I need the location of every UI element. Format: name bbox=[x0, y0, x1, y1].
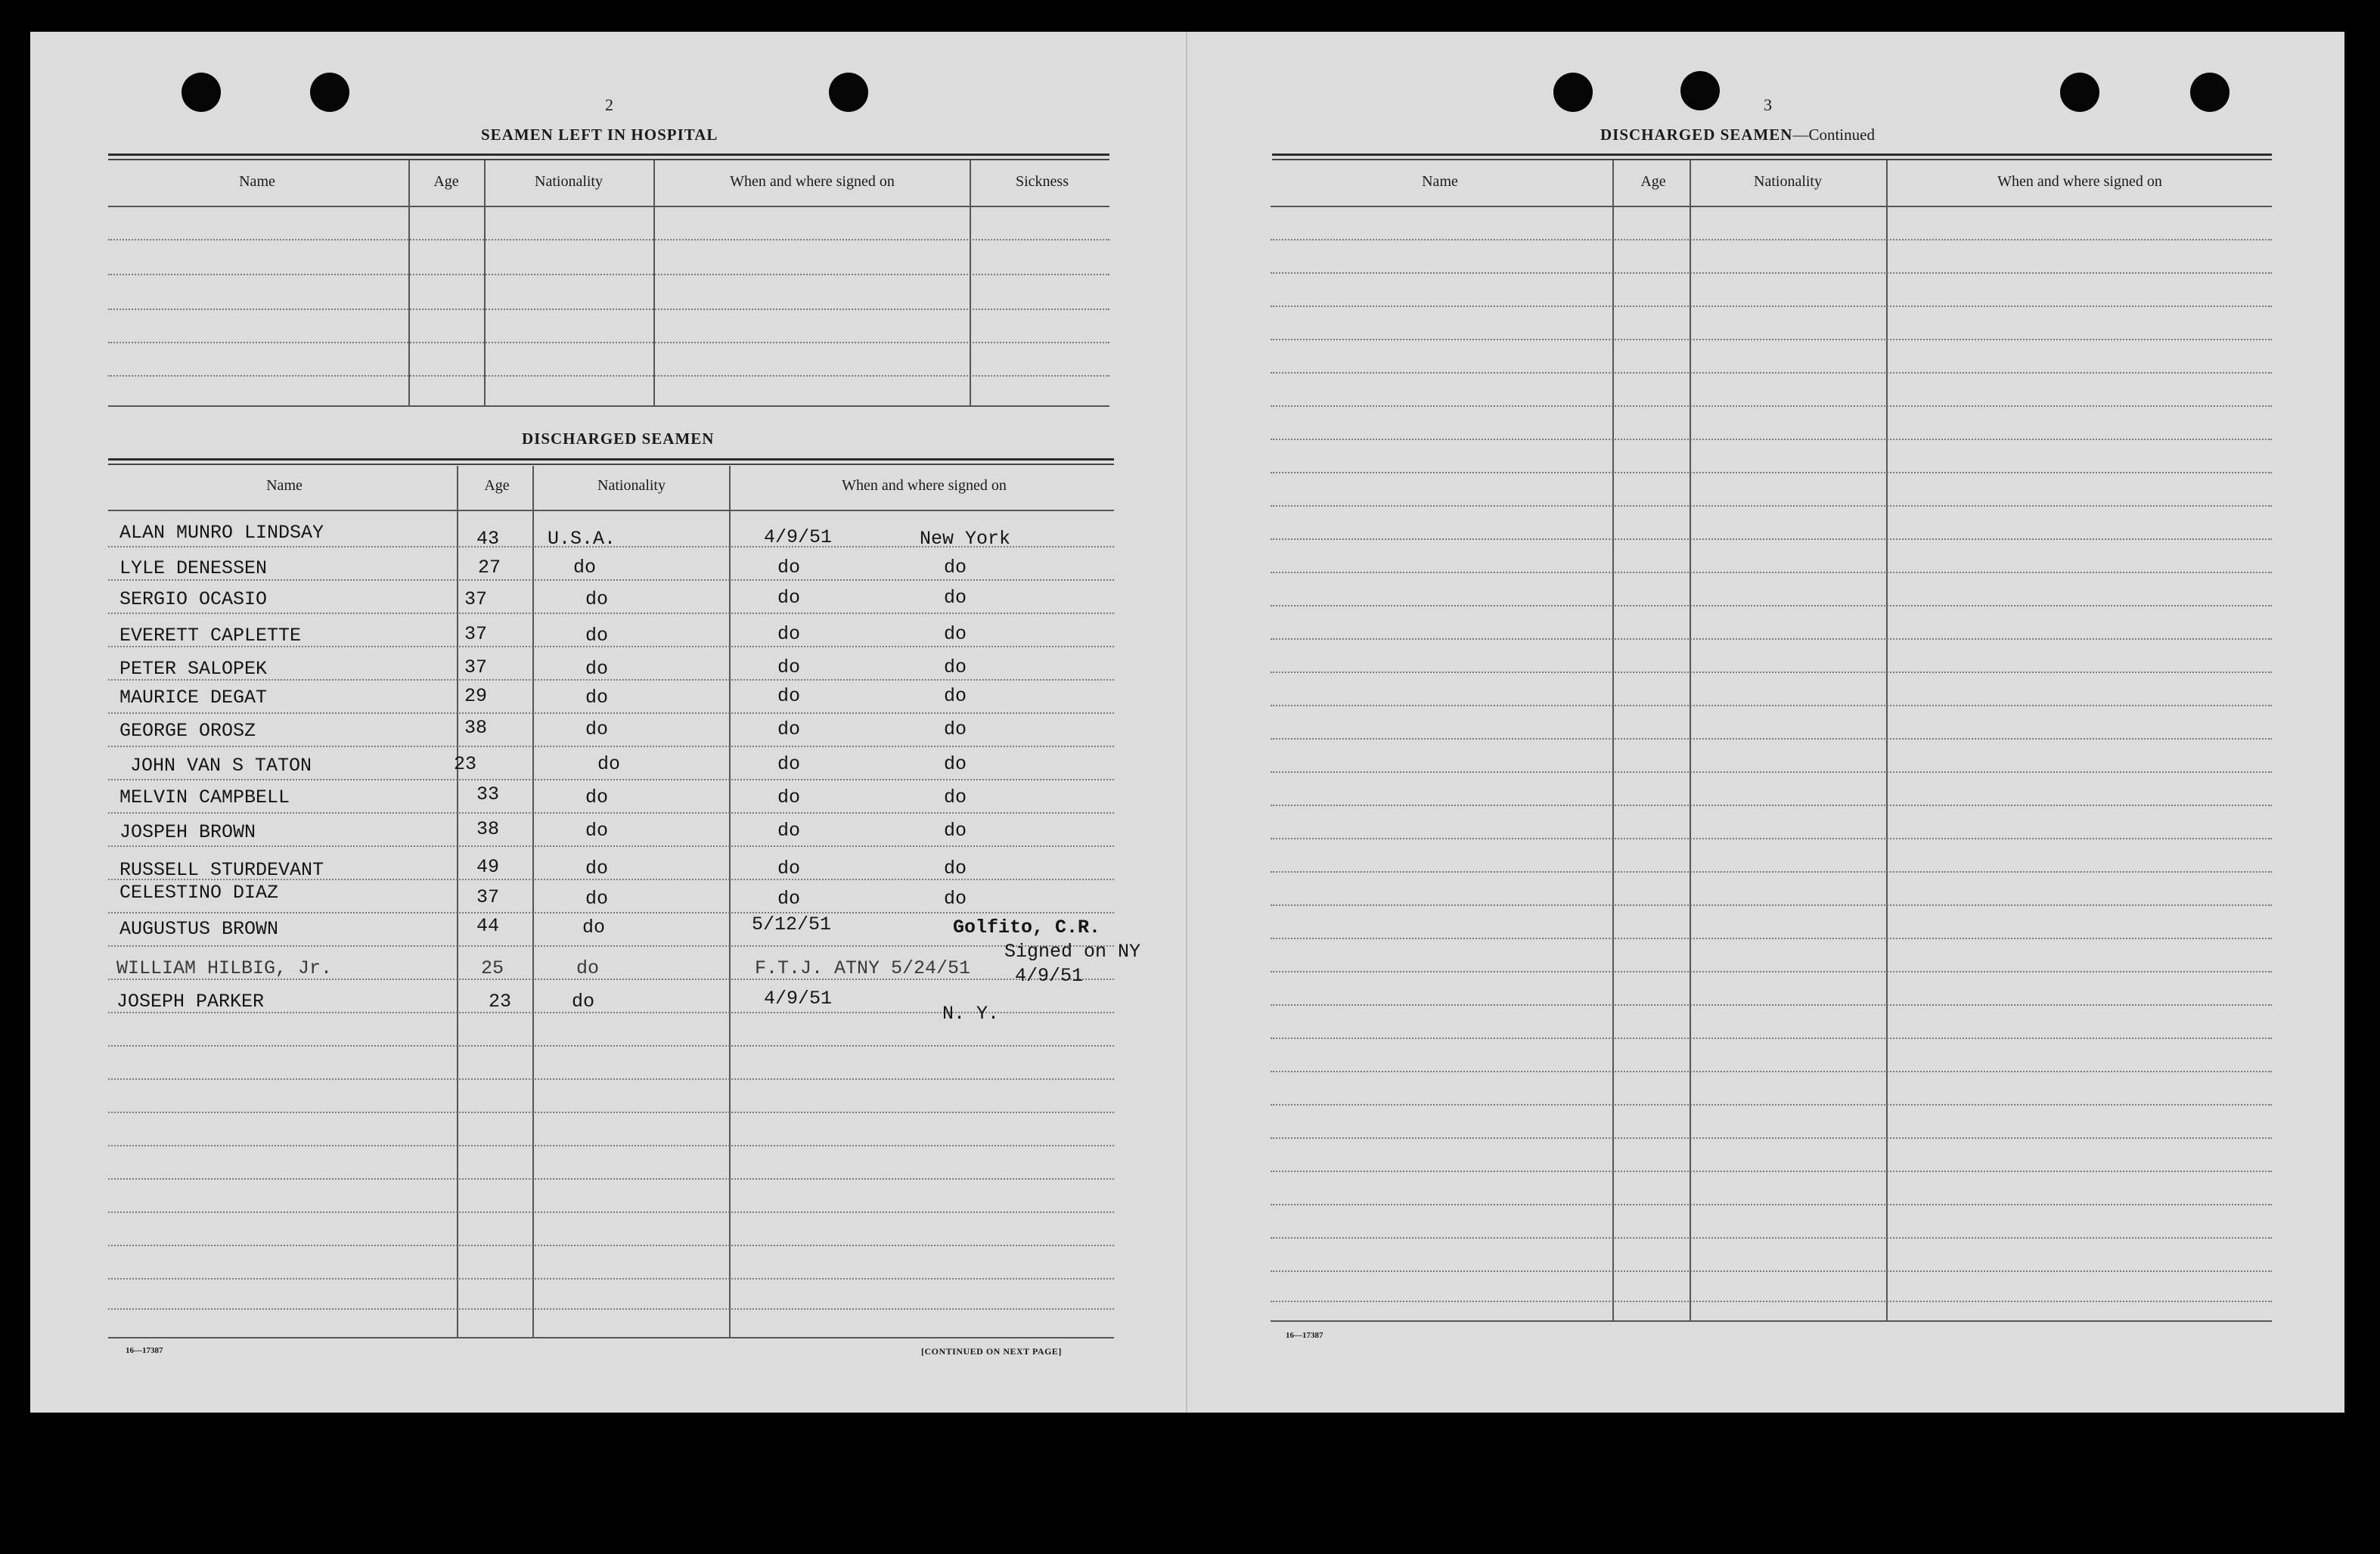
row-place: do bbox=[944, 557, 967, 578]
row-name: MELVIN CAMPBELL bbox=[119, 786, 290, 808]
punch-hole bbox=[829, 73, 868, 112]
row-place: do bbox=[944, 623, 967, 645]
row-date: 5/12/51 bbox=[752, 913, 832, 935]
page-fold bbox=[1186, 32, 1187, 1413]
row-place: do bbox=[944, 820, 967, 842]
row-line bbox=[108, 945, 1114, 947]
column-line bbox=[1612, 160, 1614, 1322]
row-age: 38 bbox=[464, 717, 488, 739]
continued-col-age: Age bbox=[1640, 173, 1666, 190]
row-age: 23 bbox=[489, 991, 512, 1013]
row-line bbox=[108, 1045, 1114, 1047]
row-line bbox=[1271, 505, 2272, 507]
row-nationality: do bbox=[585, 718, 609, 740]
row-nationality: do bbox=[585, 858, 609, 879]
row-name: LYLE DENESSEN bbox=[119, 557, 268, 579]
row-line bbox=[1271, 1301, 2272, 1302]
continued-col-nationality: Nationality bbox=[1754, 173, 1822, 190]
discharged-col-name: Name bbox=[266, 477, 303, 494]
column-line bbox=[970, 160, 971, 407]
row-line bbox=[1271, 805, 2272, 806]
row-nationality: U.S.A. bbox=[548, 528, 616, 550]
row-line bbox=[108, 845, 1114, 847]
row-age: 33 bbox=[476, 783, 500, 805]
discharged-col-age: Age bbox=[484, 477, 510, 494]
row-name: JOHN VAN S TATON bbox=[130, 755, 312, 777]
row-nationality: do bbox=[582, 917, 606, 938]
row-line bbox=[1271, 439, 2272, 440]
row-line bbox=[1271, 1038, 2272, 1039]
punch-hole bbox=[182, 73, 221, 112]
row-line bbox=[108, 1278, 1114, 1279]
row-nationality: do bbox=[572, 991, 595, 1013]
punch-hole bbox=[310, 73, 349, 112]
row-date: 4/9/51 bbox=[764, 988, 833, 1010]
row-line bbox=[1271, 1237, 2272, 1239]
column-line bbox=[408, 160, 410, 407]
row-age: 37 bbox=[464, 656, 488, 678]
row-line bbox=[1271, 1204, 2272, 1205]
row-nationality: do bbox=[576, 957, 600, 979]
row-age: 37 bbox=[464, 588, 488, 610]
row-nationality: do bbox=[585, 625, 609, 647]
rule bbox=[108, 206, 1109, 207]
row-nationality: do bbox=[597, 753, 621, 775]
row-name: SERGIO OCASIO bbox=[119, 588, 268, 610]
row-place: Golfito, C.R. bbox=[953, 917, 1101, 938]
hospital-col-age: Age bbox=[433, 173, 459, 190]
row-date: do bbox=[777, 888, 801, 910]
rule bbox=[1272, 159, 2272, 160]
row-line bbox=[108, 1112, 1114, 1113]
row-place: New York bbox=[920, 528, 1011, 550]
row-nationality: do bbox=[585, 786, 609, 808]
row-line bbox=[1271, 472, 2272, 473]
row-name: ALAN MUNRO LINDSAY bbox=[119, 522, 324, 544]
row-line bbox=[1271, 771, 2272, 773]
row-line bbox=[1271, 672, 2272, 673]
row-date: do bbox=[777, 685, 801, 707]
row-line bbox=[1271, 938, 2272, 939]
column-line bbox=[1886, 160, 1888, 1322]
form-number: 16—17387 bbox=[126, 1346, 163, 1355]
row-name: RUSSELL STURDEVANT bbox=[119, 859, 324, 881]
row-line bbox=[1271, 405, 2272, 407]
row-age: 37 bbox=[464, 623, 488, 645]
row-line bbox=[1271, 1270, 2272, 1272]
row-age: 38 bbox=[476, 818, 500, 840]
row-date: do bbox=[777, 786, 801, 808]
row-line bbox=[1271, 738, 2272, 740]
rule bbox=[108, 405, 1109, 407]
row-age: 27 bbox=[478, 557, 501, 578]
rule bbox=[108, 510, 1114, 511]
row-place: do bbox=[944, 685, 967, 707]
row-line bbox=[108, 274, 1109, 275]
column-line bbox=[653, 160, 655, 407]
row-line bbox=[1271, 1137, 2272, 1139]
hospital-col-sickness: Sickness bbox=[1016, 173, 1069, 190]
row-line bbox=[108, 309, 1109, 310]
row-place: do bbox=[944, 587, 967, 609]
continued-note: [CONTINUED ON NEXT PAGE] bbox=[921, 1346, 1062, 1357]
row-place: do bbox=[944, 858, 967, 879]
row-line bbox=[1271, 1171, 2272, 1172]
row-line bbox=[1271, 1004, 2272, 1006]
rule bbox=[1272, 154, 2272, 156]
row-line bbox=[1271, 1104, 2272, 1106]
row-age: 25 bbox=[481, 957, 504, 979]
signed-on-note: Signed on NY bbox=[1004, 941, 1141, 963]
row-age: 29 bbox=[464, 685, 488, 707]
row-name: JOSPEH BROWN bbox=[119, 821, 256, 843]
row-nationality: do bbox=[585, 687, 609, 709]
rule bbox=[108, 1337, 1114, 1338]
row-line bbox=[1271, 372, 2272, 374]
title-main: DISCHARGED SEAMEN bbox=[1600, 126, 1793, 144]
row-line bbox=[108, 712, 1114, 714]
row-place: do bbox=[944, 718, 967, 740]
rule bbox=[108, 458, 1114, 461]
row-name: WILLIAM HILBIG, Jr. bbox=[116, 957, 333, 979]
punch-hole bbox=[2190, 73, 2230, 112]
row-place: do bbox=[944, 656, 967, 678]
row-place: do bbox=[944, 786, 967, 808]
row-line bbox=[108, 375, 1109, 377]
title-suffix: —Continued bbox=[1792, 126, 1875, 144]
row-line bbox=[1271, 572, 2272, 573]
column-line bbox=[1690, 160, 1691, 1322]
row-line bbox=[1271, 705, 2272, 706]
rule bbox=[1271, 206, 2272, 207]
row-name: JOSEPH PARKER bbox=[116, 991, 265, 1013]
row-date: do bbox=[777, 656, 801, 678]
rule bbox=[108, 154, 1109, 156]
column-line bbox=[532, 466, 534, 1338]
row-date: do bbox=[777, 557, 801, 578]
row-name: CELESTINO DIAZ bbox=[119, 882, 279, 904]
discharged-col-signed-on: When and where signed on bbox=[842, 477, 1007, 494]
column-line bbox=[484, 160, 486, 407]
row-line bbox=[108, 1211, 1114, 1213]
row-nationality: do bbox=[585, 820, 609, 842]
page-number: 2 bbox=[605, 95, 613, 114]
hospital-section-title: SEAMEN LEFT IN HOSPITAL bbox=[481, 126, 718, 144]
row-age: 43 bbox=[476, 528, 500, 550]
punch-hole bbox=[2060, 73, 2099, 112]
row-name: MAURICE DEGAT bbox=[119, 687, 268, 709]
form-number: 16—17387 bbox=[1286, 1331, 1323, 1340]
row-nationality: do bbox=[585, 888, 609, 910]
row-date: F.T.J. ATNY 5/24/51 bbox=[755, 957, 971, 979]
hospital-col-name: Name bbox=[239, 173, 275, 190]
row-line bbox=[108, 1145, 1114, 1146]
row-date: do bbox=[777, 718, 801, 740]
row-line bbox=[1271, 306, 2272, 307]
row-date: do bbox=[777, 820, 801, 842]
row-line bbox=[1271, 638, 2272, 640]
row-line bbox=[108, 1078, 1114, 1080]
continued-col-name: Name bbox=[1422, 173, 1458, 190]
page-number: 3 bbox=[1764, 95, 1772, 114]
signed-on-date-note: 4/9/51 bbox=[1015, 965, 1084, 987]
row-nationality: do bbox=[573, 557, 597, 578]
row-line bbox=[108, 1308, 1114, 1310]
row-line bbox=[108, 912, 1114, 913]
discharged-continued-title bbox=[1600, 126, 1875, 144]
row-line bbox=[108, 579, 1114, 581]
row-line bbox=[108, 812, 1114, 814]
row-line bbox=[108, 613, 1114, 614]
rule bbox=[108, 464, 1114, 465]
row-place: do bbox=[944, 888, 967, 910]
row-line bbox=[1271, 538, 2272, 540]
row-line bbox=[1271, 605, 2272, 606]
row-line bbox=[1271, 871, 2272, 873]
row-line bbox=[108, 239, 1109, 240]
row-line bbox=[1271, 339, 2272, 340]
row-line bbox=[1271, 838, 2272, 839]
row-line bbox=[1271, 239, 2272, 240]
row-date: 4/9/51 bbox=[764, 526, 833, 548]
row-date: do bbox=[777, 623, 801, 645]
row-date: do bbox=[777, 858, 801, 879]
place-note: N. Y. bbox=[942, 1003, 1000, 1025]
hospital-col-nationality: Nationality bbox=[535, 173, 603, 190]
row-line bbox=[1271, 1071, 2272, 1072]
row-line bbox=[108, 1245, 1114, 1246]
column-line bbox=[457, 466, 458, 1338]
rule bbox=[108, 159, 1109, 160]
row-age: 23 bbox=[454, 753, 477, 775]
row-line bbox=[1271, 971, 2272, 972]
row-nationality: do bbox=[585, 658, 609, 680]
row-date: do bbox=[777, 587, 801, 609]
punch-hole bbox=[1680, 71, 1720, 110]
row-line bbox=[108, 342, 1109, 343]
punch-hole bbox=[1553, 73, 1593, 112]
rule bbox=[1271, 1320, 2272, 1322]
row-age: 37 bbox=[476, 886, 500, 908]
column-line bbox=[729, 466, 731, 1338]
row-line bbox=[1271, 272, 2272, 274]
discharged-col-nationality: Nationality bbox=[597, 477, 666, 494]
row-date: do bbox=[777, 753, 801, 775]
row-name: AUGUSTUS BROWN bbox=[119, 918, 279, 940]
row-line bbox=[108, 1178, 1114, 1180]
hospital-col-signed-on: When and where signed on bbox=[730, 173, 895, 190]
row-name: PETER SALOPEK bbox=[119, 658, 268, 680]
row-line bbox=[108, 746, 1114, 747]
row-name: EVERETT CAPLETTE bbox=[119, 625, 302, 647]
row-line bbox=[108, 779, 1114, 780]
row-age: 44 bbox=[476, 915, 500, 937]
row-age: 49 bbox=[476, 856, 500, 878]
row-line bbox=[1271, 904, 2272, 906]
row-nationality: do bbox=[585, 588, 609, 610]
row-place: do bbox=[944, 753, 967, 775]
continued-col-signed-on: When and where signed on bbox=[1997, 173, 2162, 190]
row-name: GEORGE OROSZ bbox=[119, 720, 256, 742]
discharged-section-title: DISCHARGED SEAMEN bbox=[522, 430, 715, 448]
